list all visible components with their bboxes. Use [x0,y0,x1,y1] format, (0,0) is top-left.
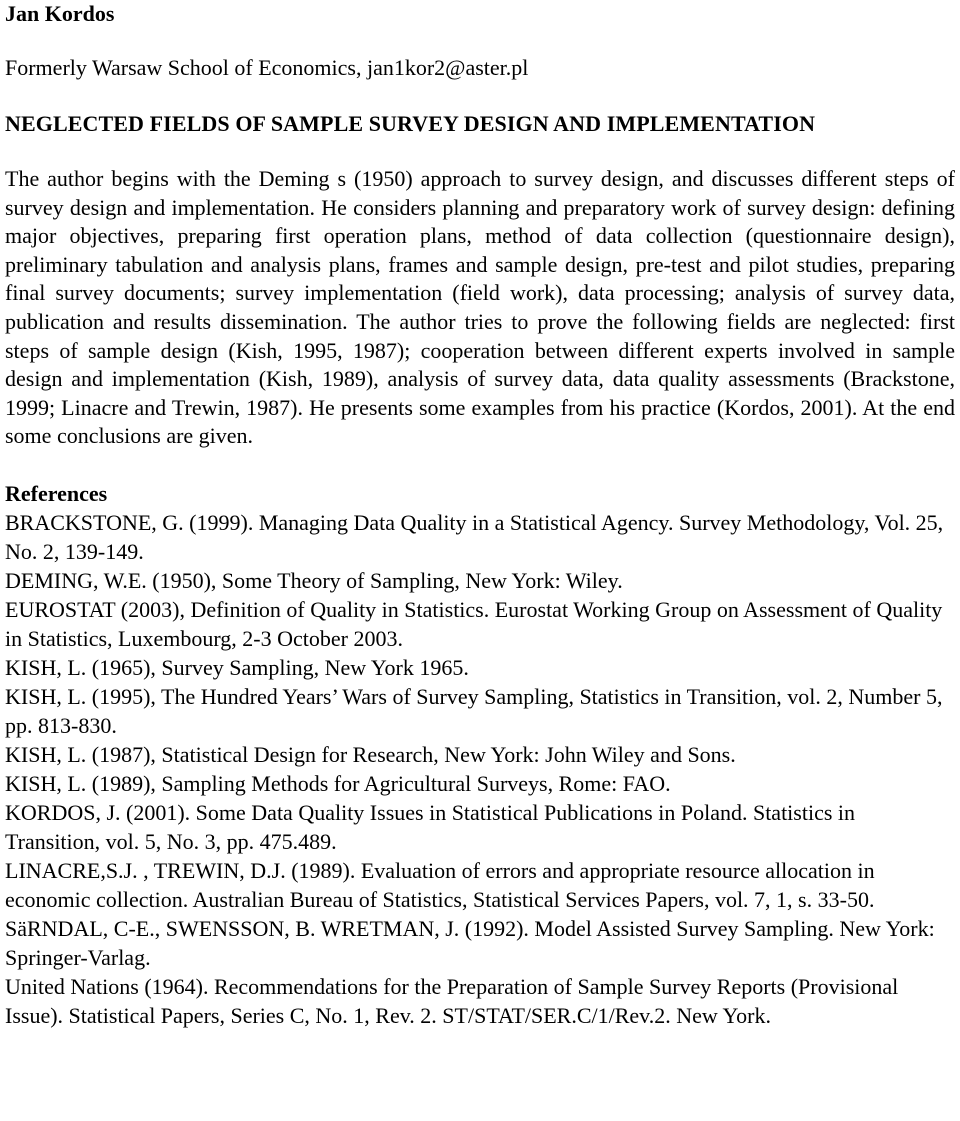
reference-item: United Nations (1964). Recommendations for the Preparation of Sample Survey Reports (Provisional Issue). Statistical Papers, Series C, No. 1, Rev. 2. ST/STAT/SER.C/1/Rev.2. New York. [5,973,899,1028]
author-affiliation: Formerly Warsaw School of Economics, jan1kor2@aster.pl [5,55,529,80]
reference-item: KISH, L. (1987), Statistical Design for Research, New York: John Wiley and Sons. [5,741,736,767]
reference-item: DEMING, W.E. (1950), Some Theory of Sampling, New York: Wiley. [5,567,623,593]
reference-item: KISH, L. (1989), Sampling Methods for Agricultural Surveys, Rome: FAO. [5,770,671,796]
reference-item: KISH, L. (1965), Survey Sampling, New York 1965. [5,654,469,680]
reference-item: EUROSTAT (2003), Definition of Quality in Statistics. Eurostat Working Group on Assessment of Quality in Statistics, Luxembourg, 2-3 October 2003. [5,596,943,651]
references-heading: References [5,480,108,506]
abstract: The author begins with the Deming s (1950) approach to survey design, and discusses different steps of survey design and implementation. He considers planning and preparatory work of survey design: defining major objectives, preparing first operation plans, method of data collection (questionnaire design), preliminary tabulation and analysis plans, frames and sample design, pre-test and pilot studies, preparing final survey documents; survey implementation (field work), data processing; analysis of survey data, publication and results dissemination. The author tries to prove the following fields are neglected: first steps of sample design (Kish, 1995, 1987); cooperation between different experts involved in sample design and implementation (Kish, 1989), analysis of survey data, data quality assessments (Brackstone, 1999; Linacre and Trewin, 1987). He presents some examples from his practice (Kordos, 2001). At the end some conclusions are given. [5,166,955,449]
author-name: Jan Kordos [5,1,115,26]
reference-item: LINACRE,S.J. , TREWIN, D.J. (1989). Evaluation of errors and appropriate resource allocation in economic collection. Australian Bureau of Statistics, Statistical Services Papers, vol. 7, 1, s. 33-50. [5,857,875,912]
reference-item: KISH, L. (1995), The Hundred Years’ Wars of Survey Sampling, Statistics in Transition, vol. 2, Number 5, pp. 813-830. [5,683,943,738]
reference-item: SäRNDAL, C-E., SWENSSON, B. WRETMAN, J. (1992). Model Assisted Survey Sampling. New York: Springer-Varlag. [5,915,935,970]
reference-item: BRACKSTONE, G. (1999). Managing Data Quality in a Statistical Agency. Survey Methodology, Vol. 25, No. 2, 139-149. [5,509,944,564]
paper-title: NEGLECTED FIELDS OF SAMPLE SURVEY DESIGN AND IMPLEMENTATION [5,111,816,136]
reference-item: KORDOS, J. (2001). Some Data Quality Issues in Statistical Publications in Poland. Statistics in Transition, vol. 5, No. 3, pp. 475.489. [5,799,856,854]
references-list [5,508,955,1030]
document-page [5,0,955,1030]
